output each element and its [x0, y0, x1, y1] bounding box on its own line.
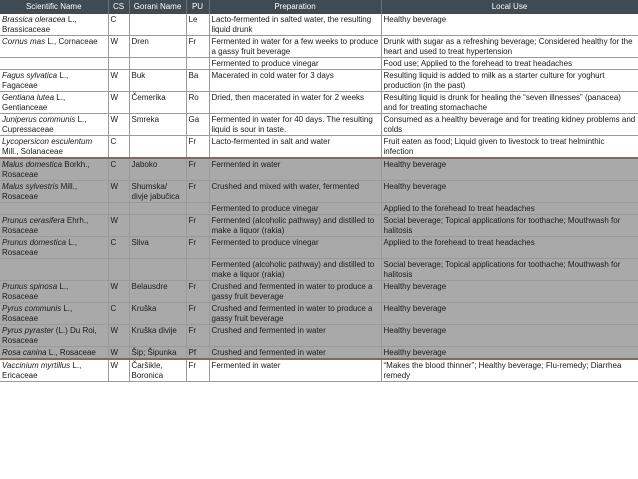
- family: Rosaceae: [2, 248, 39, 257]
- header-pu: PU: [186, 0, 209, 14]
- author: L.,: [65, 15, 77, 24]
- cell-preparation: Lacto-fermented in salted water, the resulting liquid drunk: [209, 14, 381, 36]
- cell-scientific-name: [0, 303, 108, 325]
- cell-gorani-name: Sliva: [129, 237, 186, 259]
- genus-species: Malus domestica: [2, 160, 63, 169]
- cell-preparation: Fermented to produce vinegar: [209, 203, 381, 215]
- cell-gorani-name: Kruška divije: [129, 325, 186, 347]
- cell-scientific-name: [0, 325, 108, 347]
- cell-pu: Ga: [186, 114, 209, 136]
- table-header-row: [0, 0, 638, 14]
- cell-pu: Fr: [186, 237, 209, 259]
- cell-preparation: Crushed and mixed with water, fermented: [209, 181, 381, 203]
- cell-pu: Fr: [186, 303, 209, 325]
- genus-species: Prunus cerasifera: [2, 216, 65, 225]
- genus-species: Gentiana lutea: [2, 93, 55, 102]
- cell-local-use: Food use; Applied to the forehead to treat headaches: [381, 58, 638, 70]
- cell-cs: C: [108, 237, 129, 259]
- cell-cs: W: [108, 70, 129, 92]
- cell-gorani-name: Jaboko: [129, 158, 186, 181]
- author: L.,: [70, 361, 82, 370]
- family: Cupressaceae: [2, 125, 54, 134]
- cell-local-use: Healthy beverage: [381, 325, 638, 347]
- cell-gorani-name: Belausdre: [129, 281, 186, 303]
- family: Brassicaceae: [2, 25, 51, 34]
- cell-cs: W: [108, 347, 129, 360]
- family: Mill., Solanaceae: [2, 147, 63, 156]
- cell-scientific-name: [0, 359, 108, 382]
- cell-pu: [186, 259, 209, 281]
- cell-cs: W: [108, 281, 129, 303]
- cell-cs: C: [108, 14, 129, 36]
- cell-scientific-name: [0, 181, 108, 203]
- cell-gorani-name: Buk: [129, 70, 186, 92]
- cell-gorani-name: [129, 215, 186, 237]
- family: Ericaceae: [2, 371, 38, 380]
- cell-cs: W: [108, 36, 129, 58]
- author: L.,: [54, 93, 66, 102]
- cell-gorani-name: [129, 136, 186, 159]
- family: Fagaceae: [2, 81, 38, 90]
- family: Rosaceae: [2, 226, 39, 235]
- cell-pu: [186, 203, 209, 215]
- cell-cs: W: [108, 181, 129, 203]
- cell-pu: Fr: [186, 215, 209, 237]
- cell-local-use: Resulting liquid is added to milk as a starter culture for yoghurt production (in the past): [381, 70, 638, 92]
- table-row: [0, 58, 638, 70]
- author: Ehrh.,: [64, 216, 89, 225]
- family: Rosaceae: [2, 192, 39, 201]
- cell-scientific-name: [0, 92, 108, 114]
- header-scientific-name: Scientific Name: [0, 0, 108, 14]
- cell-local-use: “Makes the blood thinner”; Healthy beverage; Flu-remedy; Diarrhea remedy: [381, 359, 638, 382]
- table-row: [0, 92, 638, 114]
- cell-preparation: Crushed and fermented in water to produce a gassy fruit beverage: [209, 303, 381, 325]
- cell-gorani-name: Čemerika: [129, 92, 186, 114]
- cell-preparation: Fermented in water: [209, 359, 381, 382]
- cell-cs: [108, 203, 129, 215]
- table-row: [0, 303, 638, 325]
- cell-preparation: Crushed and fermented in water: [209, 347, 381, 360]
- table-row: [0, 114, 638, 136]
- cell-preparation: Fermented in water for a few weeks to produce a gassy fruit beverage: [209, 36, 381, 58]
- author: Borkh.,: [62, 160, 90, 169]
- author: L.,: [66, 238, 78, 247]
- genus-species: Prunus domestica: [2, 238, 67, 247]
- cell-scientific-name: [0, 347, 108, 360]
- cell-pu: Fr: [186, 181, 209, 203]
- cell-local-use: Healthy beverage: [381, 347, 638, 360]
- header-cs: CS: [108, 0, 129, 14]
- cell-cs: W: [108, 325, 129, 347]
- cell-local-use: Applied to the forehead to treat headaches: [381, 203, 638, 215]
- header-gorani-name: Gorani Name: [129, 0, 186, 14]
- cell-local-use: Healthy beverage: [381, 158, 638, 181]
- family: Rosaceae: [2, 170, 39, 179]
- cell-preparation: Fermented to produce vinegar: [209, 58, 381, 70]
- header-preparation: Preparation: [209, 0, 381, 14]
- cell-scientific-name: [0, 114, 108, 136]
- genus-species: Vaccinium myrtillus: [2, 361, 71, 370]
- cell-preparation: Fermented in water for 40 days. The resulting liquid is sour in taste.: [209, 114, 381, 136]
- cell-scientific-name: [0, 58, 108, 70]
- cell-gorani-name: Šip; Šipunka: [129, 347, 186, 360]
- author: L., Rosaceae: [46, 348, 96, 357]
- cell-gorani-name: Kruška: [129, 303, 186, 325]
- cell-pu: Fr: [186, 325, 209, 347]
- cell-pu: Le: [186, 14, 209, 36]
- genus-species: Pyrus communis: [2, 304, 62, 313]
- cell-pu: Fr: [186, 36, 209, 58]
- cell-scientific-name: [0, 36, 108, 58]
- cell-scientific-name: [0, 136, 108, 159]
- cell-local-use: Healthy beverage: [381, 303, 638, 325]
- table-row: [0, 347, 638, 360]
- table-row: [0, 203, 638, 215]
- cell-local-use: Healthy beverage: [381, 181, 638, 203]
- table-row: [0, 215, 638, 237]
- table-row: [0, 36, 638, 58]
- cell-pu: Fr: [186, 281, 209, 303]
- cell-gorani-name: Dren: [129, 36, 186, 58]
- genus-species: Rosa canina: [2, 348, 47, 357]
- genus-species: Juniperus communis: [2, 115, 76, 124]
- table-row: [0, 136, 638, 159]
- table-row: [0, 259, 638, 281]
- cell-cs: W: [108, 114, 129, 136]
- cell-local-use: Healthy beverage: [381, 14, 638, 36]
- family: Rosaceae: [2, 314, 39, 323]
- cell-gorani-name: Čaršikle, Boronica: [129, 359, 186, 382]
- table-row: [0, 14, 638, 36]
- cell-pu: Ba: [186, 70, 209, 92]
- cell-local-use: Consumed as a healthy beverage and for treating kidney problems and colds: [381, 114, 638, 136]
- family: Gentianceae: [2, 103, 48, 112]
- cell-cs: W: [108, 215, 129, 237]
- cell-gorani-name: Smreka: [129, 114, 186, 136]
- cell-preparation: Fermented (alcoholic pathway) and distilled to make a liquor (rakia): [209, 215, 381, 237]
- cell-preparation: Macerated in cold water for 3 days: [209, 70, 381, 92]
- cell-scientific-name: [0, 70, 108, 92]
- author: L.,: [75, 115, 87, 124]
- cell-gorani-name: Shumska/ divje jabučica: [129, 181, 186, 203]
- cell-preparation: Fermented to produce vinegar: [209, 237, 381, 259]
- cell-scientific-name: [0, 215, 108, 237]
- cell-preparation: Lacto-fermented in salt and water: [209, 136, 381, 159]
- cell-local-use: Social beverage; Topical applications for toothache; Mouthwash for halitosis: [381, 259, 638, 281]
- cell-local-use: Resulting liquid is drunk for healing the “seven illnesses” (panacea) and for treating stomachache: [381, 92, 638, 114]
- cell-preparation: Crushed and fermented in water to produce a gassy fruit beverage: [209, 281, 381, 303]
- family: Rosaceae: [2, 336, 39, 345]
- cell-preparation: Dried, then macerated in water for 2 weeks: [209, 92, 381, 114]
- cell-cs: W: [108, 92, 129, 114]
- cell-preparation: Fermented (alcoholic pathway) and distilled to make a liquor (rakia): [209, 259, 381, 281]
- cell-scientific-name: [0, 259, 108, 281]
- author: L., Cornaceae: [45, 37, 98, 46]
- cell-cs: C: [108, 158, 129, 181]
- genus-species: Malus sylvestris: [2, 182, 59, 191]
- cell-pu: Fr: [186, 359, 209, 382]
- cell-cs: [108, 259, 129, 281]
- cell-cs: C: [108, 303, 129, 325]
- cell-gorani-name: [129, 14, 186, 36]
- table-body: [0, 14, 638, 382]
- table-row: [0, 359, 638, 382]
- cell-local-use: Healthy beverage: [381, 281, 638, 303]
- cell-scientific-name: [0, 203, 108, 215]
- cell-scientific-name: [0, 158, 108, 181]
- header-local-use: Local Use: [381, 0, 638, 14]
- cell-pu: Fr: [186, 158, 209, 181]
- cell-pu: Ro: [186, 92, 209, 114]
- author: L.,: [57, 71, 69, 80]
- cell-pu: Fr: [186, 136, 209, 159]
- cell-scientific-name: [0, 14, 108, 36]
- genus-species: Prunus spinosa: [2, 282, 58, 291]
- genus-species: Fagus sylvatica: [2, 71, 58, 80]
- cell-pu: [186, 58, 209, 70]
- cell-local-use: Drunk with sugar as a refreshing beverage; Considered healthy for the heart and used to treat hypertension: [381, 36, 638, 58]
- author: (L.) Du Roi,: [53, 326, 97, 335]
- table-row: [0, 181, 638, 203]
- family: Rosaceae: [2, 292, 39, 301]
- cell-gorani-name: [129, 203, 186, 215]
- cell-scientific-name: [0, 281, 108, 303]
- cell-preparation: Crushed and fermented in water: [209, 325, 381, 347]
- author: L.,: [57, 282, 69, 291]
- cell-gorani-name: [129, 259, 186, 281]
- cell-pu: Pf: [186, 347, 209, 360]
- table-row: [0, 325, 638, 347]
- table-row: [0, 70, 638, 92]
- cell-cs: [108, 58, 129, 70]
- cell-local-use: Social beverage; Topical applications for toothache; Mouthwash for halitosis: [381, 215, 638, 237]
- genus-species: Brassica oleracea: [2, 15, 66, 24]
- table-row: [0, 237, 638, 259]
- cell-local-use: Applied to the forehead to treat headaches: [381, 237, 638, 259]
- author: L.,: [61, 304, 73, 313]
- cell-scientific-name: [0, 237, 108, 259]
- cell-cs: W: [108, 359, 129, 382]
- table-row: [0, 281, 638, 303]
- genus-species: Cornus mas: [2, 37, 46, 46]
- genus-species: Pyrus pyraster: [2, 326, 54, 335]
- table-row: [0, 158, 638, 181]
- cell-gorani-name: [129, 58, 186, 70]
- cell-local-use: Fruit eaten as food; Liquid given to livestock to treat helminthic infection: [381, 136, 638, 159]
- cell-cs: C: [108, 136, 129, 159]
- author: Mill.,: [58, 182, 78, 191]
- cell-preparation: Fermented in water: [209, 158, 381, 181]
- genus-species: Lycopersicon esculentum: [2, 137, 93, 146]
